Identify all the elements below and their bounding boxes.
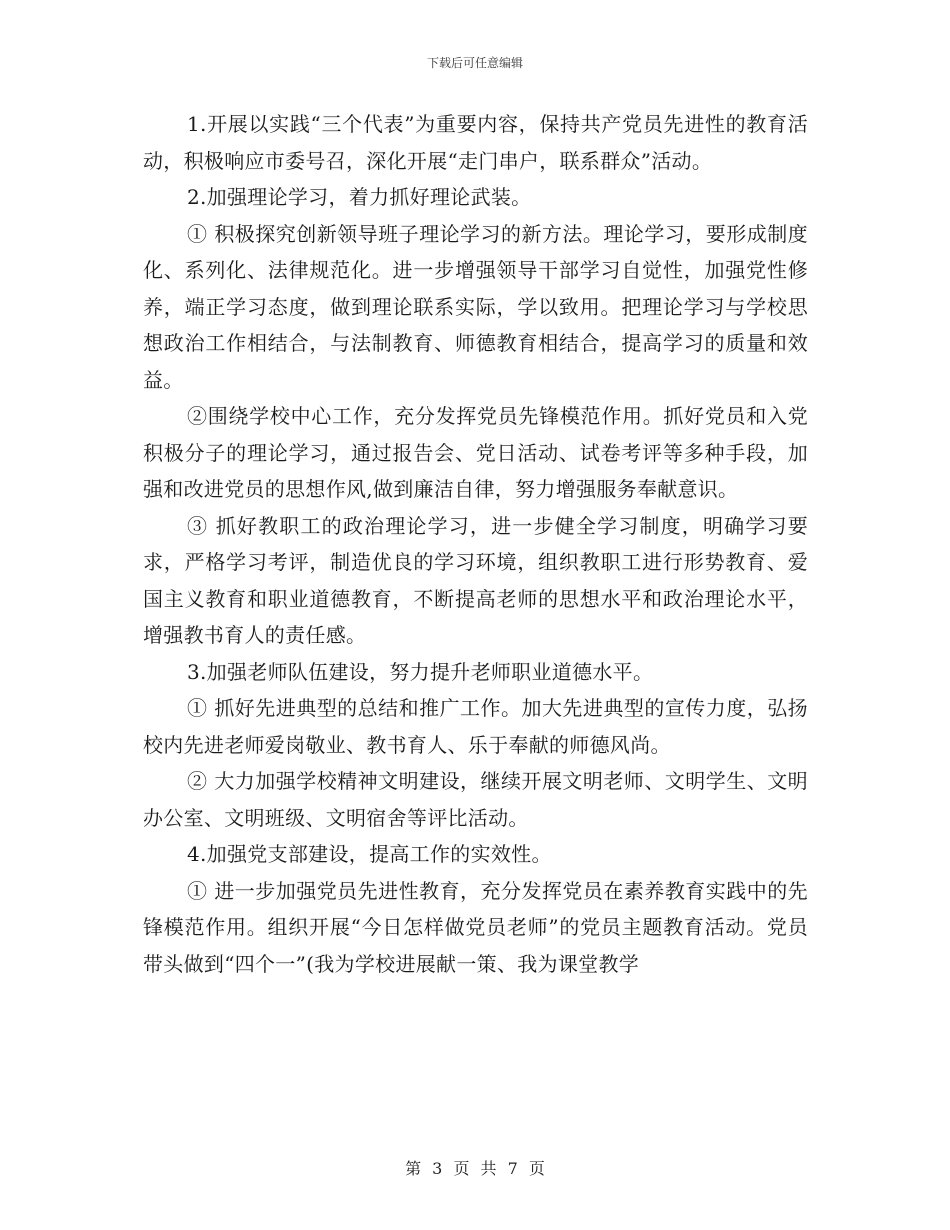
paragraph: 3.加强老师队伍建设，努力提升老师职业道德水平。 — [187, 659, 654, 684]
page-footer: 第 3 页 共 7 页 — [405, 1159, 545, 1178]
paragraph: 4.加强党支部建设，提高工作的实效性。 — [187, 842, 552, 866]
paragraph: ②围绕学校中心工作，充分发挥党员先锋模范作用。抓好党员和入党积极分子的理论学习，通过报告会、党日活动、试卷考评等多种手段，加强和改进党员的思想作风,做到廉洁自律，努力增强服务奉献意识。 — [143, 404, 808, 501]
document-body — [143, 106, 808, 982]
paragraph: ③ 抓好教职工的政治理论学习，进一步健全学习制度，明确学习要求，严格学习考评，制造优良的学习环境，组织教职工进行形势教育、爱国主义教育和职业道德教育，不断提高老师的思想水平和政治理论水平，增强教书育人的责任感。 — [143, 513, 808, 647]
paragraph: ① 积极探究创新领导班子理论学习的新方法。理论学习，要形成制度化、系列化、法律规范化。进一步增强领导干部学习自觉性，加强党性修养，端正学习态度，做到理论联系实际，学以致用。把理论学习与学校思想政治工作相结合，与法制教育、师德教育相结合，提高学习的质量和效益。 — [143, 221, 808, 392]
paragraph: ① 抓好先进典型的总结和推广工作。加大先进典型的宣传力度，弘扬校内先进老师爱岗敬业、教书育人、乐于奉献的师德风尚。 — [143, 696, 808, 757]
paragraph: 1.开展以实践“三个代表”为重要内容，保持共产党员先进性的教育活动，积极响应市委号召，深化开展“走门串户，联系群众”活动。 — [143, 112, 808, 173]
paragraph: ① 进一步加强党员先进性教育，充分发挥党员在素养教育实践中的先锋模范作用。组织开展“今日怎样做党员老师”的党员主题教育活动。党员带头做到“四个一”(我为学校进展献一策、我为课堂教学 — [143, 878, 808, 976]
paragraph: ② 大力加强学校精神文明建设，继续开展文明老师、文明学生、文明办公室、文明班级、文明宿舍等评比活动。 — [143, 769, 808, 830]
header-note: 下载后可任意编辑 — [426, 56, 523, 70]
paragraph: 2.加强理论学习，着力抓好理论武装。 — [187, 185, 532, 209]
